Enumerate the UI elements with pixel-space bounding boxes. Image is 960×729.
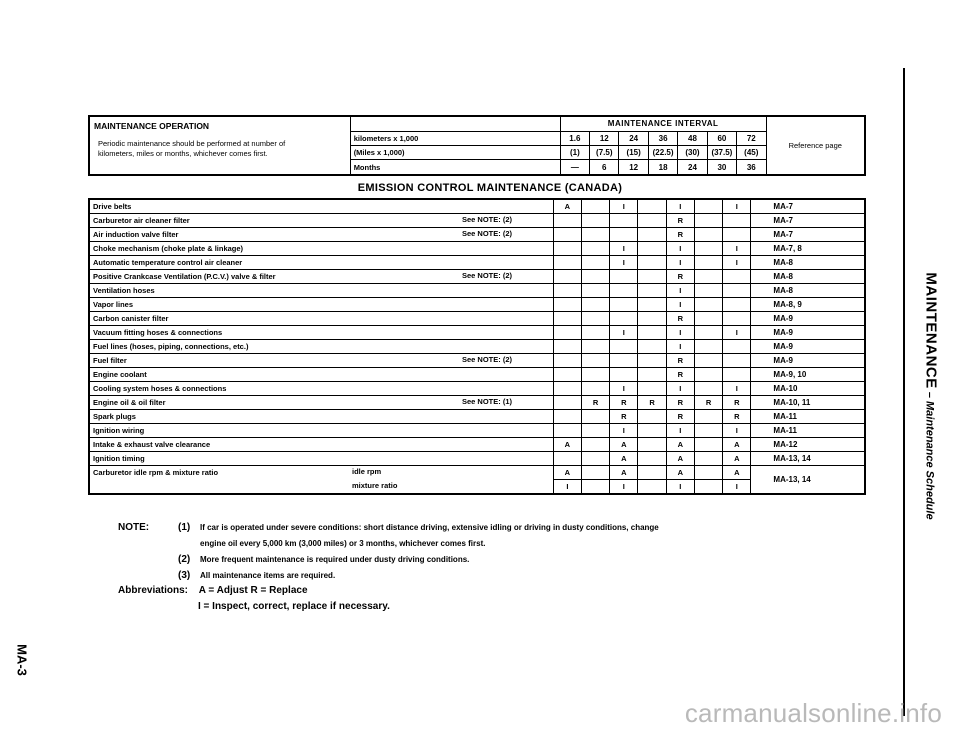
interval-cell	[694, 326, 722, 340]
interval-cell: I	[666, 284, 694, 298]
interval-cell	[553, 382, 581, 396]
interval-cell	[582, 214, 610, 228]
item-label: Positive Crankcase Ventilation (P.C.V.) valve & filter	[93, 272, 276, 281]
interval-cell: A	[723, 438, 751, 452]
interval-value: 18	[648, 160, 677, 175]
reference-cell: MA-11	[751, 410, 865, 424]
interval-cell	[638, 354, 666, 368]
interval-cell	[694, 340, 722, 354]
table-row	[89, 326, 865, 340]
operation-cell	[89, 116, 350, 175]
interval-cell	[694, 284, 722, 298]
item-cell	[89, 312, 553, 326]
interval-title: MAINTENANCE INTERVAL	[560, 116, 766, 131]
reference-cell: MA-11	[751, 424, 865, 438]
interval-cell	[553, 340, 581, 354]
item-cell	[89, 480, 553, 495]
interval-cell	[553, 298, 581, 312]
interval-cell: I	[610, 256, 638, 270]
interval-cell	[553, 410, 581, 424]
item-label: Carburetor air cleaner filter	[93, 216, 190, 225]
interval-cell	[610, 214, 638, 228]
section-title: EMISSION CONTROL MAINTENANCE (CANADA)	[357, 182, 623, 194]
interval-cell	[553, 452, 581, 466]
interval-cell: I	[723, 242, 751, 256]
item-note: See NOTE: (1)	[462, 397, 513, 406]
interval-cell	[582, 228, 610, 242]
interval-cell	[610, 298, 638, 312]
operation-desc-line2: kilometers, miles or months, whichever comes first.	[98, 149, 268, 158]
interval-cell	[694, 466, 722, 480]
item-cell	[89, 466, 553, 480]
interval-cell: I	[553, 480, 581, 495]
reference-cell: MA-7	[751, 199, 865, 214]
interval-cell	[694, 368, 722, 382]
interval-cell	[582, 340, 610, 354]
table-row	[89, 382, 865, 396]
interval-value: 12	[619, 160, 648, 175]
table-row	[89, 368, 865, 382]
interval-cell	[582, 410, 610, 424]
interval-cell: A	[723, 466, 751, 480]
table-row	[89, 256, 865, 270]
item-label: Vapor lines	[93, 300, 134, 309]
side-title-sub: – Maintenance Schedule	[923, 388, 936, 520]
interval-cell	[553, 228, 581, 242]
interval-cell	[582, 312, 610, 326]
item-cell	[89, 298, 553, 312]
item-label: Engine oil & oil filter	[93, 398, 166, 407]
interval-cell	[638, 480, 666, 495]
interval-cell	[694, 199, 722, 214]
interval-cell	[582, 424, 610, 438]
interval-cell	[694, 242, 722, 256]
reference-cell: MA-9	[751, 354, 865, 368]
item-label: Ignition timing	[93, 454, 145, 463]
unit-label: kilometers x 1,000	[350, 131, 560, 145]
interval-cell: I	[666, 424, 694, 438]
interval-cell	[638, 368, 666, 382]
item-label: Carburetor idle rpm & mixture ratio	[93, 468, 219, 478]
interval-cell	[638, 312, 666, 326]
item-cell	[89, 326, 553, 340]
reference-cell: MA-7	[751, 228, 865, 242]
interval-cell: I	[610, 382, 638, 396]
item-cell	[89, 228, 553, 242]
interval-cell: R	[666, 410, 694, 424]
interval-cell: I	[666, 298, 694, 312]
interval-cell	[694, 410, 722, 424]
interval-cell: I	[723, 256, 751, 270]
note-number: (2)	[178, 554, 191, 565]
interval-cell	[694, 438, 722, 452]
interval-cell	[638, 326, 666, 340]
interval-cell: I	[723, 382, 751, 396]
note-spacer	[118, 568, 178, 584]
abbreviations-block	[118, 583, 390, 615]
interval-cell: I	[723, 480, 751, 495]
interval-cell	[694, 424, 722, 438]
table-row	[89, 199, 865, 214]
interval-cell: R	[666, 228, 694, 242]
item-cell	[89, 424, 553, 438]
abbr-line-1	[118, 583, 390, 599]
interval-value: (22.5)	[648, 145, 677, 159]
interval-cell	[694, 228, 722, 242]
item-label: Choke mechanism (choke plate & linkage)	[93, 244, 244, 253]
table-row	[89, 312, 865, 326]
interval-cell	[582, 326, 610, 340]
item-cell	[89, 410, 553, 424]
interval-cell	[723, 340, 751, 354]
interval-cell	[582, 452, 610, 466]
interval-cell	[638, 256, 666, 270]
operation-desc-line1: Periodic maintenance should be performed at number of	[98, 139, 286, 148]
interval-value: (1)	[560, 145, 589, 159]
interval-cell	[638, 466, 666, 480]
interval-value: 36	[648, 131, 677, 145]
interval-value: 36	[737, 160, 766, 175]
abbr-text-1: A = Adjust R = Replace	[198, 585, 308, 596]
table-row	[89, 284, 865, 298]
interval-cell	[610, 228, 638, 242]
reference-cell: MA-7	[751, 214, 865, 228]
item-cell	[89, 270, 553, 284]
interval-cell	[694, 354, 722, 368]
interval-cell: A	[666, 452, 694, 466]
interval-cell	[723, 298, 751, 312]
reference-cell: MA-10, 11	[751, 396, 865, 410]
note-number: (1)	[178, 522, 191, 533]
abbr-label: Abbreviations:	[118, 585, 189, 596]
item-note: See NOTE: (2)	[462, 215, 513, 224]
interval-cell: A	[610, 452, 638, 466]
carb-sub-mixture: mixture ratio	[352, 480, 398, 490]
interval-cell: A	[610, 438, 638, 452]
interval-value: 72	[737, 131, 766, 145]
interval-cell: I	[723, 199, 751, 214]
interval-cell	[582, 354, 610, 368]
note-spacer	[118, 552, 178, 568]
interval-cell	[582, 438, 610, 452]
interval-cell	[582, 270, 610, 284]
interval-cell	[582, 480, 610, 495]
side-title-main: MAINTENANCE	[922, 272, 940, 389]
schedule-table	[88, 198, 866, 495]
interval-cell: R	[694, 396, 722, 410]
item-label: Engine coolant	[93, 370, 147, 379]
unit-label: Months	[350, 160, 560, 175]
interval-value: 24	[619, 131, 648, 145]
interval-cell: R	[723, 396, 751, 410]
item-label: Spark plugs	[93, 412, 136, 421]
interval-cell	[638, 298, 666, 312]
item-label: Fuel lines (hoses, piping, connections, etc.)	[93, 342, 249, 351]
note-number: (3)	[178, 570, 191, 581]
interval-value: 48	[678, 131, 707, 145]
interval-value: (7.5)	[590, 145, 619, 159]
interval-cell	[582, 382, 610, 396]
item-label: Automatic temperature control air cleaner	[93, 258, 243, 267]
reference-cell: MA-12	[751, 438, 865, 452]
interval-cell: R	[666, 214, 694, 228]
abbr-text-2: I = Inspect, correct, replace if necessary.	[198, 601, 390, 612]
interval-cell	[610, 270, 638, 284]
interval-cell: I	[723, 326, 751, 340]
interval-cell: R	[666, 270, 694, 284]
table-row	[89, 396, 865, 410]
note-text-continued: engine oil every 5,000 km (3,000 miles) or 3 months, whichever comes first.	[200, 539, 486, 548]
interval-cell: A	[666, 466, 694, 480]
table-row-carb-idle	[89, 466, 865, 480]
interval-value: 1.6	[560, 131, 589, 145]
interval-cell: I	[610, 326, 638, 340]
interval-value: (45)	[737, 145, 766, 159]
interval-value: (30)	[678, 145, 707, 159]
interval-cell	[553, 284, 581, 298]
interval-cell	[553, 312, 581, 326]
interval-cell	[553, 368, 581, 382]
item-label: Air induction valve filter	[93, 230, 179, 239]
item-label: Ventilation hoses	[93, 286, 155, 295]
interval-cell	[610, 312, 638, 326]
interval-cell: I	[610, 199, 638, 214]
interval-cell: I	[610, 424, 638, 438]
interval-header-table	[88, 115, 866, 176]
reference-cell: MA-9	[751, 326, 865, 340]
interval-cell: A	[666, 438, 694, 452]
operation-title: MAINTENANCE OPERATION	[94, 121, 210, 131]
interval-value: 30	[707, 160, 736, 175]
interval-cell	[553, 214, 581, 228]
interval-cell	[610, 284, 638, 298]
notes-block	[118, 520, 659, 584]
interval-cell	[638, 424, 666, 438]
interval-cell	[582, 466, 610, 480]
reference-cell: MA-8, 9	[751, 298, 865, 312]
item-cell	[89, 340, 553, 354]
interval-cell	[582, 199, 610, 214]
unit-label: (Miles x 1,000)	[350, 145, 560, 159]
reference-cell: MA-8	[751, 270, 865, 284]
interval-cell	[723, 368, 751, 382]
note-line-3	[118, 568, 659, 584]
table-row	[89, 298, 865, 312]
item-label: Carbon canister filter	[93, 314, 169, 323]
margin-rule	[903, 68, 905, 716]
table-row	[89, 452, 865, 466]
interval-cell	[638, 242, 666, 256]
interval-cell: I	[610, 242, 638, 256]
header-row-title	[89, 116, 865, 131]
interval-cell	[610, 340, 638, 354]
interval-cell	[694, 298, 722, 312]
interval-cell	[610, 354, 638, 368]
item-cell	[89, 382, 553, 396]
table-row	[89, 270, 865, 284]
item-note: See NOTE: (2)	[462, 355, 513, 364]
interval-cell	[582, 284, 610, 298]
interval-cell	[694, 382, 722, 396]
interval-cell	[553, 242, 581, 256]
page-number: MA-3	[14, 644, 30, 676]
interval-cell: I	[666, 199, 694, 214]
interval-cell: R	[666, 396, 694, 410]
interval-cell: R	[666, 368, 694, 382]
reference-cell: MA-7, 8	[751, 242, 865, 256]
interval-cell	[694, 256, 722, 270]
interval-cell	[638, 284, 666, 298]
interval-cell	[723, 214, 751, 228]
item-note: See NOTE: (2)	[462, 271, 513, 280]
item-label: Vacuum fitting hoses & connections	[93, 328, 223, 337]
item-note: See NOTE: (2)	[462, 229, 513, 238]
unit-blank	[350, 116, 560, 131]
interval-cell	[610, 368, 638, 382]
table-row	[89, 438, 865, 452]
interval-cell	[638, 452, 666, 466]
item-cell	[89, 256, 553, 270]
note-label: NOTE:	[118, 522, 150, 533]
note-text: More frequent maintenance is required under dusty driving conditions.	[200, 555, 470, 564]
interval-cell	[694, 452, 722, 466]
interval-value: —	[560, 160, 589, 175]
interval-cell: A	[553, 466, 581, 480]
operation-desc	[94, 139, 346, 159]
interval-cell: I	[666, 340, 694, 354]
interval-cell	[723, 228, 751, 242]
interval-cell	[723, 354, 751, 368]
interval-cell: R	[582, 396, 610, 410]
interval-cell: R	[666, 354, 694, 368]
interval-cell	[553, 326, 581, 340]
table-row-carb-mixture	[89, 480, 865, 495]
interval-cell: A	[610, 466, 638, 480]
interval-cell	[553, 424, 581, 438]
interval-cell: I	[666, 242, 694, 256]
interval-cell	[553, 354, 581, 368]
item-cell	[89, 242, 553, 256]
reference-cell: MA-9	[751, 340, 865, 354]
interval-cell	[638, 228, 666, 242]
item-label: Drive belts	[93, 202, 132, 211]
carb-sub-idle: idle rpm	[352, 467, 382, 476]
interval-cell	[638, 410, 666, 424]
table-row	[89, 354, 865, 368]
interval-cell: I	[666, 256, 694, 270]
interval-cell	[723, 284, 751, 298]
interval-cell: I	[723, 424, 751, 438]
table-row	[89, 410, 865, 424]
item-label: Intake & exhaust valve clearance	[93, 440, 211, 449]
interval-value: 12	[590, 131, 619, 145]
table-row	[89, 242, 865, 256]
reference-cell: MA-8	[751, 284, 865, 298]
interval-cell	[638, 438, 666, 452]
item-cell	[89, 214, 553, 228]
reference-cell: MA-13, 14	[751, 452, 865, 466]
interval-cell: R	[723, 410, 751, 424]
interval-cell	[582, 298, 610, 312]
interval-cell: A	[553, 438, 581, 452]
schedule-body	[89, 199, 865, 494]
interval-cell	[638, 199, 666, 214]
note-text: All maintenance items are required.	[200, 571, 336, 580]
item-cell	[89, 396, 553, 410]
reference-title: Reference page	[766, 116, 865, 175]
reference-cell: MA-10	[751, 382, 865, 396]
interval-value: (37.5)	[707, 145, 736, 159]
interval-cell	[553, 396, 581, 410]
interval-cell	[723, 312, 751, 326]
interval-cell: R	[638, 396, 666, 410]
table-row	[89, 424, 865, 438]
item-cell	[89, 368, 553, 382]
interval-cell: I	[610, 480, 638, 495]
interval-cell	[582, 368, 610, 382]
item-label: Ignition wiring	[93, 426, 145, 435]
note-line-2	[118, 552, 659, 568]
interval-cell	[638, 340, 666, 354]
item-cell	[89, 199, 553, 214]
interval-cell	[694, 312, 722, 326]
side-section-title	[923, 272, 940, 519]
interval-cell: R	[610, 396, 638, 410]
interval-value: 60	[707, 131, 736, 145]
table-row	[89, 214, 865, 228]
reference-cell: MA-13, 14	[751, 466, 865, 495]
interval-cell: A	[553, 199, 581, 214]
interval-cell	[582, 256, 610, 270]
note-text: If car is operated under severe conditions: short distance driving, extensive idling or driving in dusty conditions, change	[200, 523, 659, 532]
interval-value: 6	[590, 160, 619, 175]
interval-cell	[694, 270, 722, 284]
interval-cell	[638, 270, 666, 284]
interval-cell: I	[666, 480, 694, 495]
table-row	[89, 340, 865, 354]
interval-cell: I	[666, 382, 694, 396]
interval-value: (15)	[619, 145, 648, 159]
reference-cell: MA-9, 10	[751, 368, 865, 382]
item-cell	[89, 452, 553, 466]
interval-cell: I	[666, 326, 694, 340]
interval-cell	[638, 214, 666, 228]
table-row	[89, 228, 865, 242]
item-cell	[89, 438, 553, 452]
interval-cell	[694, 480, 722, 495]
interval-cell	[723, 270, 751, 284]
item-label: Cooling system hoses & connections	[93, 384, 227, 393]
item-cell	[89, 284, 553, 298]
interval-cell	[638, 382, 666, 396]
note-line-1	[118, 520, 659, 536]
interval-cell	[582, 242, 610, 256]
interval-cell: R	[666, 312, 694, 326]
interval-cell: A	[723, 452, 751, 466]
item-cell	[89, 354, 553, 368]
reference-cell: MA-9	[751, 312, 865, 326]
reference-cell: MA-8	[751, 256, 865, 270]
interval-cell	[694, 214, 722, 228]
item-label: Fuel filter	[93, 356, 127, 365]
interval-cell	[553, 270, 581, 284]
interval-value: 24	[678, 160, 707, 175]
interval-cell: R	[610, 410, 638, 424]
watermark: carmanualsonline.info	[684, 698, 942, 728]
interval-cell	[553, 256, 581, 270]
